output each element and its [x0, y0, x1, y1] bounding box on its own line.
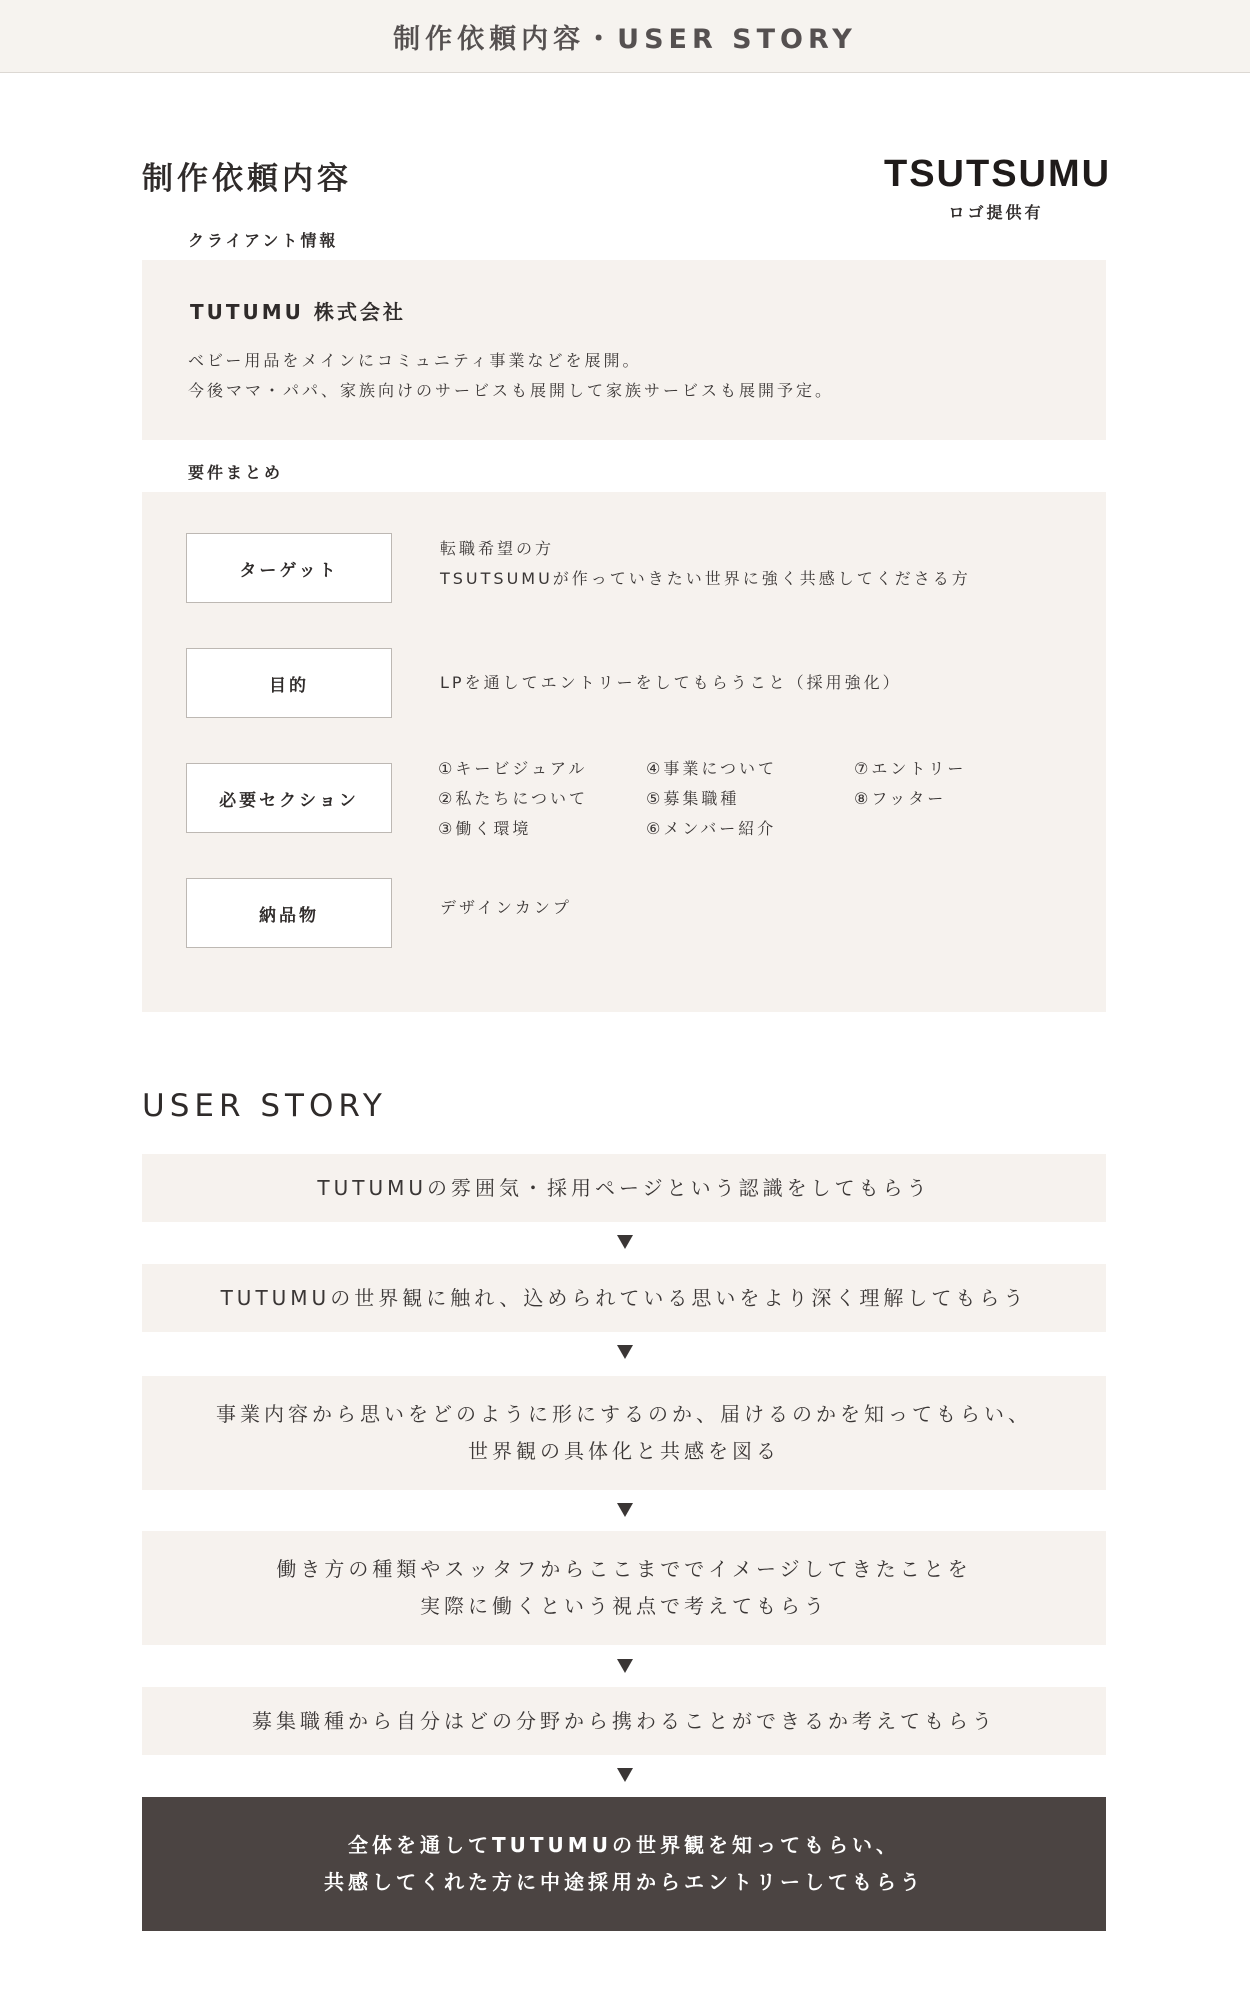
sections-tag: 必要セクション [186, 763, 392, 833]
story-step-text: 働き方の種類やスッタフからここまででイメージしてきたことを [276, 1557, 972, 1581]
story-step-text: 実際に働くという視点で考えてもらう [420, 1594, 828, 1618]
section-item: ⑤募集職種 [646, 789, 740, 808]
story-final-step [142, 1797, 1106, 1931]
section-item: ⑧フッター [854, 789, 947, 808]
target-value [440, 534, 971, 594]
required-sections-list [438, 754, 1062, 844]
requirements-box [142, 492, 1106, 1012]
client-name: TUTUMU 株式会社 [190, 300, 406, 324]
section-item: ⑥メンバー紹介 [646, 819, 777, 838]
story-step-text: 事業内容から思いをどのように形にするのか、届けるのかを知ってもらい、 [216, 1402, 1032, 1426]
deliverable-tag: 納品物 [186, 878, 392, 948]
client-description [188, 346, 834, 406]
story-step [142, 1531, 1106, 1645]
purpose-tag: 目的 [186, 648, 392, 718]
down-arrow-icon [617, 1659, 633, 1673]
requirements-summary-label: 要件まとめ [188, 463, 284, 482]
story-step-text: TUTUMUの世界観に触れ、込められている思いをより深く理解してもらう [220, 1285, 1028, 1310]
client-info-box [142, 260, 1106, 440]
story-step-text: 募集職種から自分はどの分野から携わることができるか考えてもらう [252, 1708, 996, 1733]
section-item: ⑦エントリー [854, 759, 967, 778]
story-step-text: TUTUMUの雰囲気・採用ページという認識をしてもらう [317, 1175, 931, 1200]
section-item: ④事業について [646, 759, 778, 778]
target-line: TSUTSUMUが作っていきたい世界に強く共感してくださる方 [440, 569, 971, 588]
down-arrow-icon [617, 1768, 633, 1782]
page-title: 制作依頼内容・USER STORY [393, 23, 857, 55]
story-step [142, 1687, 1106, 1755]
down-arrow-icon [617, 1503, 633, 1517]
client-logo [884, 152, 1112, 223]
logo-wordmark: TSUTSUMU [884, 153, 1112, 195]
down-arrow-icon [617, 1345, 633, 1359]
section-item: ③働く環境 [438, 819, 532, 838]
client-description-line: ベビー用品をメインにコミュニティ事業などを展開。 [188, 351, 642, 370]
client-description-line: 今後ママ・パパ、家族向けのサービスも展開して家族サービスも展開予定。 [188, 381, 835, 400]
story-step [142, 1264, 1106, 1332]
story-step-text: 共感してくれた方に中途採用からエントリーしてもらう [324, 1870, 924, 1894]
user-story-title: USER STORY [142, 1088, 387, 1124]
request-section-title: 制作依頼内容 [142, 161, 352, 197]
story-step-text: 全体を通してTUTUMUの世界観を知ってもらい、 [348, 1833, 900, 1857]
logo-provided-note: ロゴ提供有 [948, 203, 1044, 222]
section-item: ②私たちについて [438, 789, 589, 808]
story-step [142, 1154, 1106, 1222]
page-header [0, 0, 1250, 73]
story-step-text: 世界観の具体化と共感を図る [468, 1439, 780, 1463]
client-info-label: クライアント情報 [188, 231, 339, 250]
deliverable-value: デザインカンプ [440, 898, 572, 917]
target-tag: ターゲット [186, 533, 392, 603]
target-line: 転職希望の方 [440, 539, 555, 558]
purpose-value: LPを通してエントリーをしてもらうこと（採用強化） [440, 673, 902, 692]
down-arrow-icon [617, 1235, 633, 1249]
section-item: ①キービジュアル [438, 759, 588, 778]
story-step [142, 1376, 1106, 1490]
